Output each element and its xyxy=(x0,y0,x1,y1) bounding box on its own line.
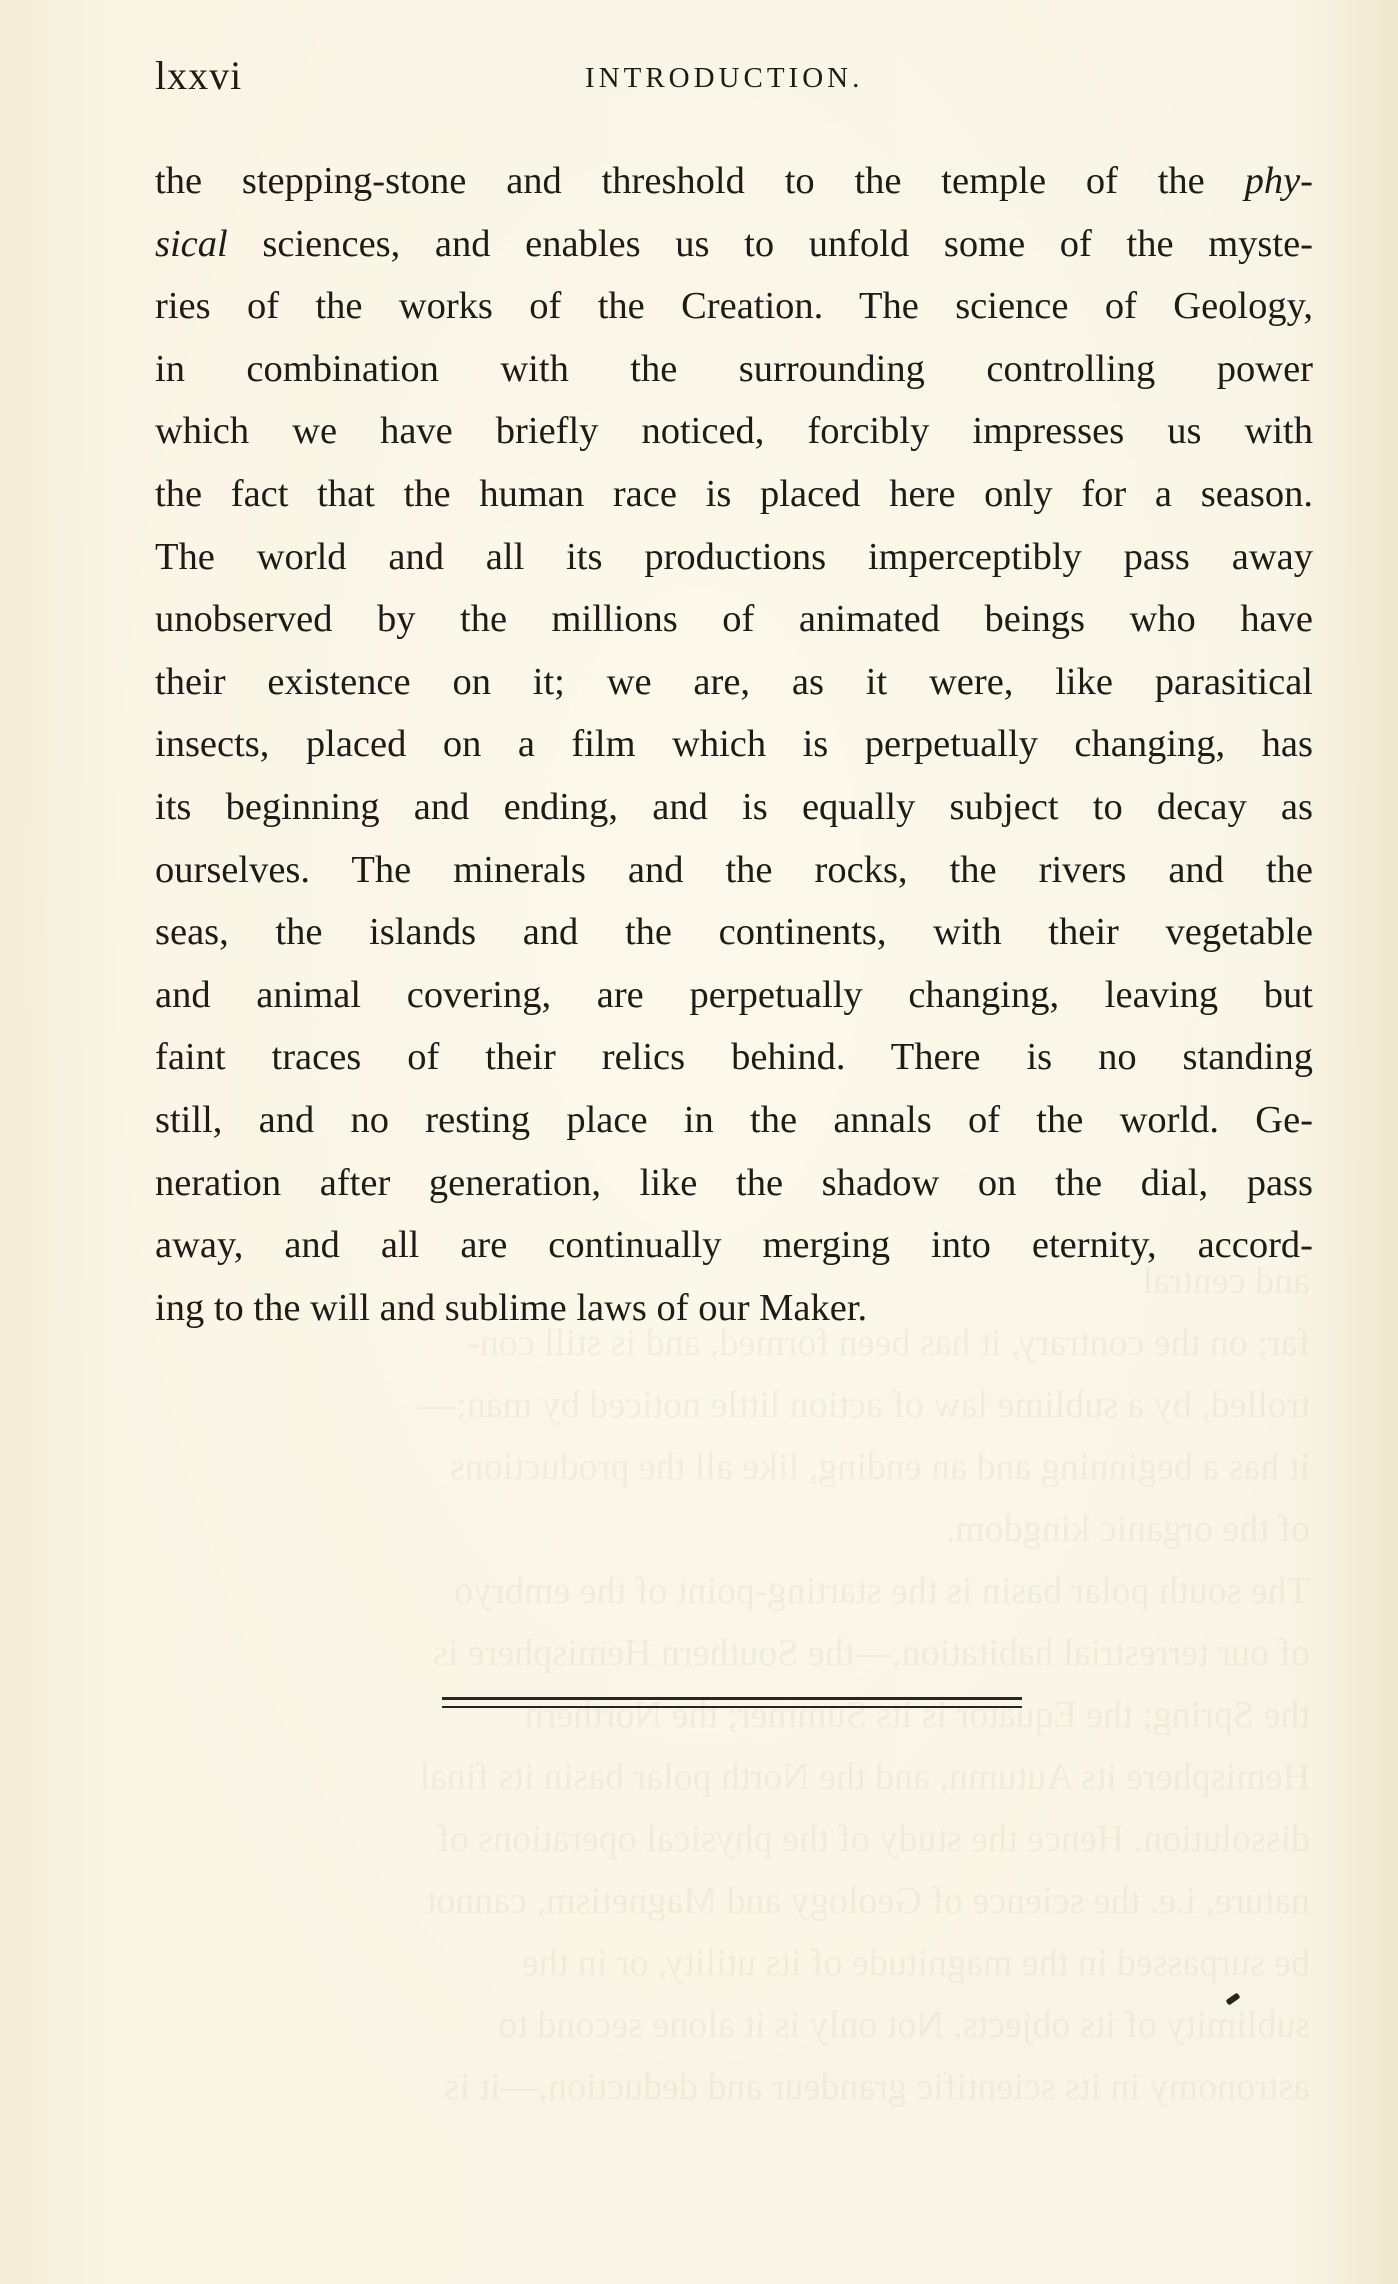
section-end-rule-thick xyxy=(442,1697,1022,1700)
italic-word-phy: phy- xyxy=(1244,160,1313,202)
line-1-text: the stepping-stone and threshold to the temple of the xyxy=(155,160,1205,202)
text-line-3: ries of the works of the Creation. The science of Geology, xyxy=(155,285,1313,328)
text-line-15: faint traces of their relics behind. There is no standing xyxy=(155,1036,1313,1079)
text-line-5: which we have briefly noticed, forcibly impresses us with xyxy=(155,410,1313,453)
italic-word-sical: sical xyxy=(155,222,228,265)
text-line-2 xyxy=(155,213,1313,276)
section-end-rule-thin xyxy=(442,1706,1022,1708)
text-line-17: neration after generation, like the shadow on the dial, pass xyxy=(155,1161,1313,1204)
text-line-19: ing to the will and sublime laws of our Maker. xyxy=(155,1286,868,1329)
text-line-7: The world and all its productions imperceptibly pass away xyxy=(155,535,1313,578)
running-head: INTRODUCTION. xyxy=(585,62,864,94)
body-paragraph xyxy=(155,150,1313,1339)
text-line-1 xyxy=(155,150,1313,213)
page-number: lxxvi xyxy=(155,53,243,98)
ink-mark xyxy=(1226,1993,1241,2006)
text-line-4: in combination with the surrounding controlling power xyxy=(155,347,1313,390)
text-line-9: their existence on it; we are, as it were, like parasitical xyxy=(155,660,1313,703)
text-line-14: and animal covering, are perpetually changing, leaving but xyxy=(155,973,1313,1016)
text-line-11: its beginning and ending, and is equally subject to decay as xyxy=(155,785,1313,828)
text-line-8: unobserved by the millions of animated beings who have xyxy=(155,598,1313,641)
text-line-12: ourselves. The minerals and the rocks, the rivers and the xyxy=(155,848,1313,891)
text-line-13: seas, the islands and the continents, with their vegetable xyxy=(155,911,1313,954)
text-line-10: insects, placed on a film which is perpetually changing, has xyxy=(155,723,1313,766)
line-2-text: sciences, and enables us to unfold some of the myste- xyxy=(262,222,1313,265)
text-line-6: the fact that the human race is placed here only for a season. xyxy=(155,472,1313,515)
show-through-text: and central far; on the contrary, it has been formed, and is still con- trolled, by a sublime law of action little noticed by man;— it has a beginning and an ending, like all the productions of the organic kingdom. The south polar basin is the starting-point of the embryo of our terrestrial habitation,—the Southern Hemisphere is the Spring; the Equator is its Summer; the Northern Hemisphere its Autumn, and the North polar basin its final dissolution. Hence the study of the physical operations of nature, i.e. the science of Geology and Magnetism, cannot be surpassed in the magnitude of its utility, or in the sublimity of its objects. Not only is it alone second to astronomy in its scientific grandeur and deduction,—it is xyxy=(418,1260,1310,2108)
page-header xyxy=(155,52,1313,102)
text-line-18: away, and all are continually merging into eternity, accord- xyxy=(155,1224,1313,1267)
text-line-16: still, and no resting place in the annals of the world. Ge- xyxy=(155,1098,1313,1141)
